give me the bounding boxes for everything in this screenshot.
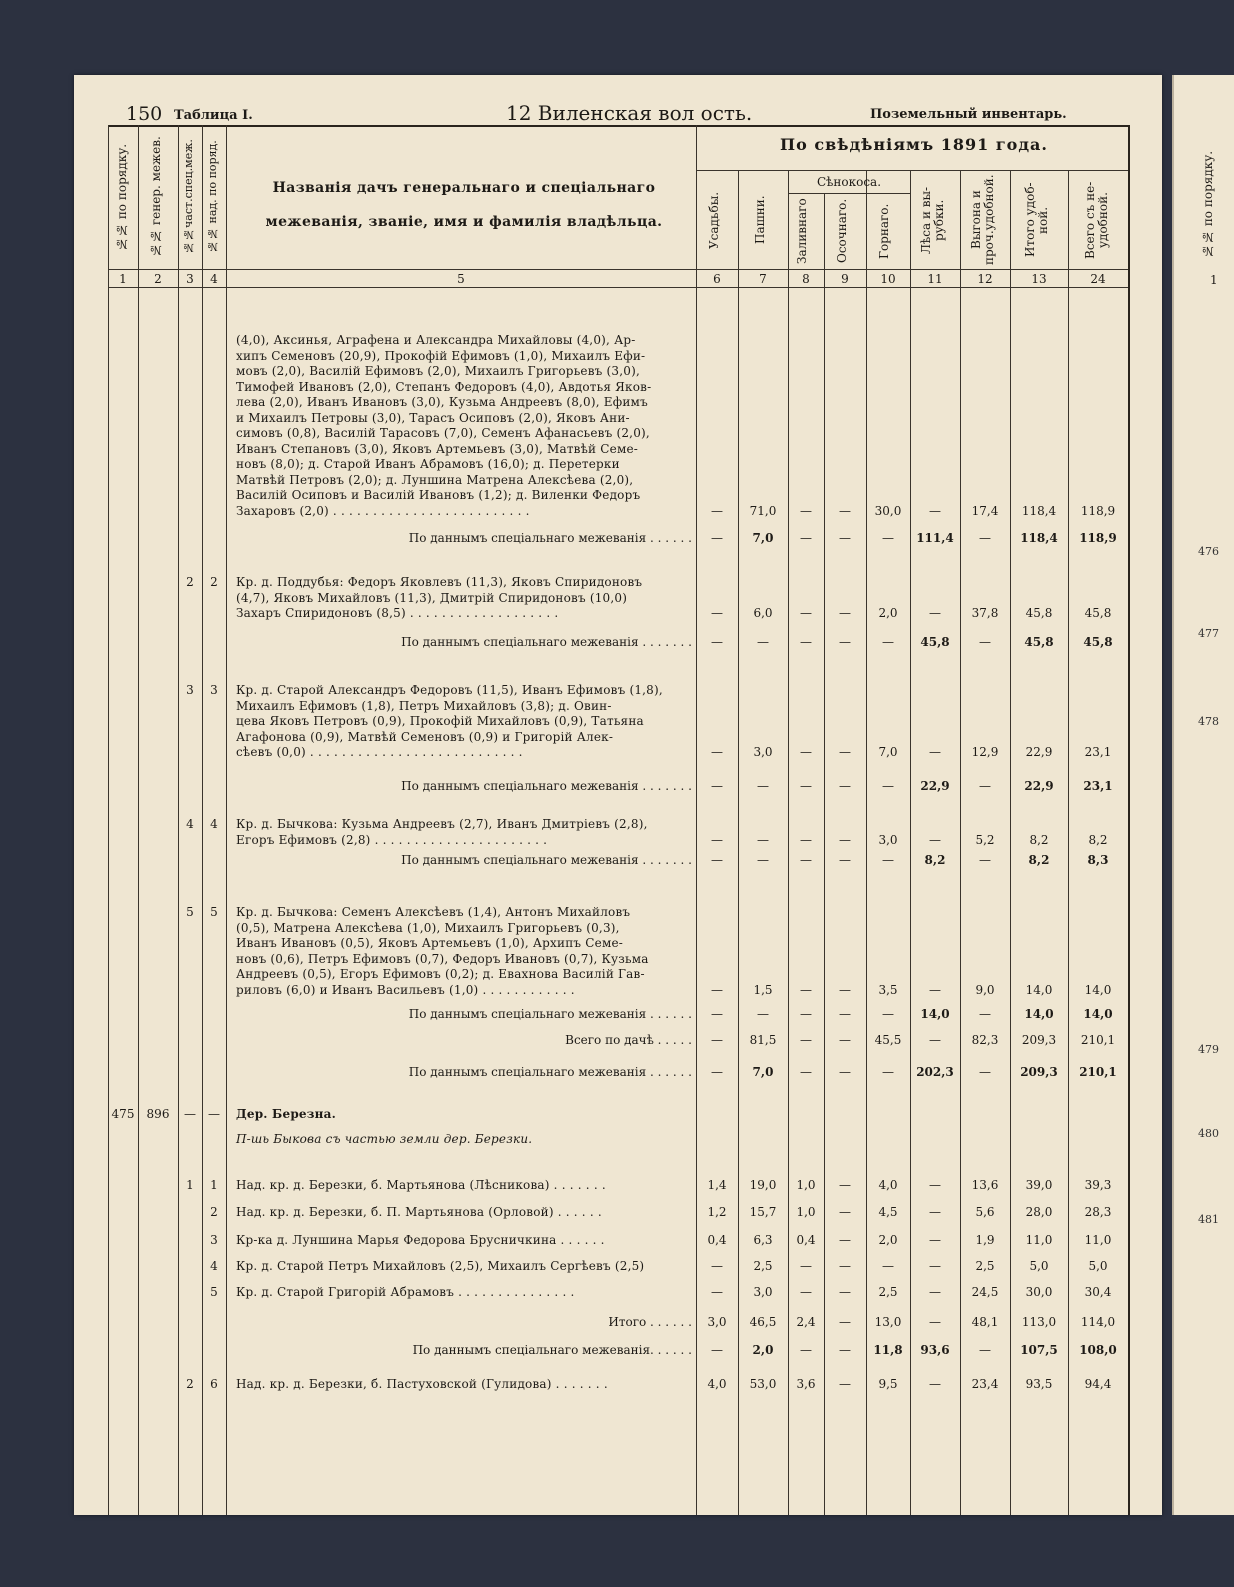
row-index-c4: 4 <box>210 817 218 831</box>
cell-value: — <box>800 1033 812 1047</box>
cell-value: 113,0 <box>1021 1315 1057 1329</box>
col-number: 10 <box>880 272 896 286</box>
row-index-c4: 5 <box>210 1285 218 1299</box>
cell-value: 28,3 <box>1084 1205 1112 1219</box>
cell-value: 30,0 <box>874 503 902 518</box>
cell-value: — <box>839 1205 851 1219</box>
cell-value: — <box>839 503 851 518</box>
cell-value: 210,1 <box>1080 1033 1116 1047</box>
cell-value: 9,0 <box>975 982 995 997</box>
cell-value: 93,6 <box>920 1343 950 1357</box>
col-number: 8 <box>802 272 810 286</box>
col-number: 4 <box>210 272 218 286</box>
cell-value: 9,5 <box>878 1377 898 1391</box>
col-number: 7 <box>759 272 767 286</box>
cell-value: 14,0 <box>920 1007 950 1021</box>
cell-value: 3,0 <box>753 1285 773 1299</box>
cell-value: 2,0 <box>752 1343 774 1357</box>
cell-value: 8,3 <box>1087 853 1109 867</box>
region-title: 12 Виленская вол ость. <box>506 101 753 125</box>
cell-value: — <box>979 1065 991 1079</box>
cell-value: 45,5 <box>874 1033 902 1047</box>
row-index-c3: 1 <box>186 1178 194 1192</box>
cell-value: 1,0 <box>796 1205 816 1219</box>
cell-value: 45,8 <box>1084 606 1112 620</box>
cell-value: 46,5 <box>749 1315 777 1329</box>
header-bottom-rule <box>108 269 1128 270</box>
cell-value: 8,2 <box>1028 853 1050 867</box>
cell-value: 13,6 <box>971 1178 999 1192</box>
row-subtotal-label: По даннымъ спеціальнаго межеванія . . . . . . <box>408 1007 692 1021</box>
cell-value: 39,3 <box>1084 1178 1112 1192</box>
cell-value: 108,0 <box>1079 1343 1117 1357</box>
col-number: 3 <box>186 272 194 286</box>
group-header-1891: По свѣдѣніямъ 1891 года. <box>780 135 1048 154</box>
facing-row-number: 479 <box>1198 1043 1219 1056</box>
cell-value: 8,2 <box>1088 832 1108 847</box>
row-index-c4: 3 <box>210 683 218 697</box>
cell-value: 2,0 <box>878 1233 898 1247</box>
cell-value: 3,0 <box>707 1315 727 1329</box>
cell-value: 45,8 <box>920 635 950 649</box>
cell-value: — <box>711 853 723 867</box>
cell-value: 2,5 <box>753 1259 773 1273</box>
cell-value: 1,4 <box>707 1178 727 1192</box>
cell-value: 30,4 <box>1084 1285 1112 1299</box>
row-description: (4,0), Аксинья, Аграфена и Александра Михайловы (4,0), Ар- хипъ Семеновъ (20,9), Прокофій Ефимовъ (1,0), Михаилъ Ефи- мовъ (2,0), Василій Ефимовъ (2,0), Михаилъ Григорьевъ (3,0), Тимофей Ивановъ (2,0), Степанъ Федоровъ (4,0), Авдотья Яков- лева (2,0), Иванъ Ивановъ (3,0), Кузьма Андреевъ (8,0), Ефимъ и Михаилъ Петровы (3,0), Тарасъ Осиповъ (2,0), Яковъ Ани- симовъ (0,8), Василій Тарасовъ (7,0), Семенъ Афанасьевъ (2,0), Иванъ Степановъ (3,0), Яковъ Артемьевъ (3,0), Матвѣй Семе- новъ (8,0); д. Старой Иванъ Абрамовъ (16,0); д. Перетерки Матвѣй Петровъ (2,0); д. Луншина Матрена Алексѣева (2,0), Василій Осиповъ и Василій Ивановъ (1,2); д. Виленки Федоръ Захаровъ (2,0) . . . . . . . . . . . . . . . . . . . . . . . . . <box>236 333 652 518</box>
cell-value: 14,0 <box>1084 982 1112 997</box>
cell-value: 4,0 <box>707 1377 727 1391</box>
cell-value: 53,0 <box>749 1377 777 1391</box>
cell-value: — <box>711 1259 723 1273</box>
cell-value: — <box>800 1065 812 1079</box>
cell-value: — <box>800 982 812 997</box>
cell-value: 24,5 <box>971 1285 999 1299</box>
row-subtotal-label: По даннымъ спеціальнаго межеванія . . . . . . . <box>401 853 692 867</box>
cell-value: — <box>757 635 769 649</box>
cell-value: 81,5 <box>749 1033 777 1047</box>
cell-value: 1,9 <box>975 1233 995 1247</box>
cell-value: 209,3 <box>1020 1065 1058 1079</box>
hay-group-header: Сѣнокоса. <box>816 175 882 189</box>
cell-value: — <box>711 503 723 518</box>
cell-value: 7,0 <box>752 531 774 545</box>
row-description: Над. кр. д. Березки, б. Пастуховской (Гулидова) . . . . . . . <box>236 1377 608 1391</box>
row-index-c4: 6 <box>210 1377 218 1391</box>
cell-value: 19,0 <box>749 1178 777 1192</box>
cell-value: 82,3 <box>971 1033 999 1047</box>
cell-value: 209,3 <box>1021 1033 1057 1047</box>
col-number: 12 <box>977 272 993 286</box>
row-index-c4: 4 <box>210 1259 218 1273</box>
cell-value: — <box>800 832 812 847</box>
cell-value: — <box>929 982 941 997</box>
cell-value: — <box>929 606 941 620</box>
cell-value: — <box>882 531 894 545</box>
cell-value: — <box>882 635 894 649</box>
row-description: Дер. Березна. <box>236 1107 336 1121</box>
cell-value: — <box>839 1285 851 1299</box>
row-index-c4: 2 <box>210 1205 218 1219</box>
cell-value: 14,0 <box>1024 1007 1054 1021</box>
row-index-c3: 3 <box>186 683 194 697</box>
cell-value: 3,0 <box>753 745 773 759</box>
cell-value: 118,9 <box>1079 531 1117 545</box>
cell-value: — <box>929 1033 941 1047</box>
cell-value: — <box>839 606 851 620</box>
col-border <box>226 125 227 1515</box>
ledger-page <box>74 75 1162 1515</box>
table-top-rule <box>108 125 1128 127</box>
cell-value: — <box>839 1377 851 1391</box>
row-description: Кр. д. Бычкова: Семенъ Алексѣевъ (1,4), Антонъ Михайловъ (0,5), Матрена Алексѣева (1,0), Михаилъ Григорьевъ (0,3), Иванъ Ивановъ (0,5), Яковъ Артемьевъ (1,0), Архипъ Семе- новъ (0,6), Петръ Ефимовъ (0,7), Федоръ Ивановъ (0,7), Кузьма Андреевъ (0,5), Егоръ Ефимовъ (0,2); д. Евахнова Василій Гав- риловъ (6,0) и Иванъ Васильевъ (1,0) . . . . . . . . . . . . <box>236 905 649 997</box>
cell-value: — <box>800 745 812 759</box>
cell-value: 14,0 <box>1083 1007 1113 1021</box>
cell-value: 12,9 <box>971 745 999 759</box>
row-index-c3: 2 <box>186 1377 194 1391</box>
cell-value: — <box>711 1033 723 1047</box>
cell-value: 1,0 <box>796 1178 816 1192</box>
cell-value: 71,0 <box>749 503 777 518</box>
cell-value: 23,1 <box>1083 779 1113 793</box>
col-border <box>1128 125 1130 1515</box>
cell-value: 2,5 <box>878 1285 898 1299</box>
cell-value: — <box>800 635 812 649</box>
cell-value: — <box>979 1007 991 1021</box>
cell-value: 30,0 <box>1025 1285 1053 1299</box>
col-number: 1 <box>119 272 127 286</box>
row-index-c4: 3 <box>210 1233 218 1247</box>
cell-value: — <box>839 853 851 867</box>
row-description: Кр. д. Поддубья: Федоръ Яковлевъ (11,3), Яковъ Спиридоновъ (4,7), Яковъ Михайловъ (11,3), Дмитрій Спиридоновъ (10,0) Захаръ Спиридоновъ (8,5) . . . . . . . . . . . . . . . . . . . <box>236 575 643 620</box>
row-description: Над. кр. д. Березки, б. Мартьянова (Лѣсникова) . . . . . . . <box>236 1178 606 1192</box>
numbers-bottom-rule <box>108 287 1128 288</box>
facing-row-number: 478 <box>1198 715 1219 728</box>
cell-value: 22,9 <box>1024 779 1054 793</box>
cell-value: 28,0 <box>1025 1205 1053 1219</box>
cell-value: — <box>929 1178 941 1192</box>
cell-value: 8,2 <box>1029 832 1049 847</box>
col-border <box>138 125 139 1515</box>
col-number: 11 <box>927 272 943 286</box>
cell-value: 93,5 <box>1025 1377 1053 1391</box>
col-header-pasture: Выгона и проч.удобной. <box>969 174 996 265</box>
cell-value: 45,8 <box>1025 606 1053 620</box>
cell-value: 5,6 <box>975 1205 995 1219</box>
cell-value: — <box>979 779 991 793</box>
row-description: Кр. д. Старой Григорій Абрамовъ . . . . . . . . . . . . . . . <box>236 1285 575 1299</box>
cell-value: 118,4 <box>1020 531 1058 545</box>
cell-value: — <box>882 853 894 867</box>
col-header-gen-survey: №№ генер. межев. <box>149 136 163 258</box>
row-index-c4: 5 <box>210 905 218 919</box>
cell-value: 5,0 <box>1029 1259 1049 1273</box>
row-subtotal-label: По даннымъ спеціальнаго межеванія . . . . . . . <box>401 779 692 793</box>
col-header-grand-total: Всего съ не-удобной. <box>1083 181 1110 259</box>
facing-page-edge <box>1172 75 1234 1515</box>
cell-value: 1,2 <box>707 1205 727 1219</box>
cell-value: — <box>711 635 723 649</box>
row-subtotal-label: По даннымъ спеціальнаго межеванія . . . . . . . <box>401 635 692 649</box>
cell-value: — <box>800 779 812 793</box>
cell-value: — <box>800 853 812 867</box>
col-number: 13 <box>1031 272 1047 286</box>
cell-value: — <box>757 832 769 847</box>
cell-value: 2,4 <box>796 1315 816 1329</box>
cell-value: — <box>800 1007 812 1021</box>
cell-value: 37,8 <box>971 606 999 620</box>
cell-value: — <box>839 1343 851 1357</box>
cell-value: 8,2 <box>924 853 946 867</box>
cell-value: 7,0 <box>752 1065 774 1079</box>
col-number: 6 <box>713 272 721 286</box>
col-header-total-useful: Итого удоб-ной. <box>1023 182 1050 258</box>
row-subtotal-label: По даннымъ спеціальнаго межеванія. . . . . . <box>412 1343 692 1357</box>
col-border <box>696 125 697 1515</box>
cell-value: 3,5 <box>878 982 898 997</box>
cell-value: 5,2 <box>975 832 995 847</box>
row-description: Кр. д. Бычкова: Кузьма Андреевъ (2,7), Иванъ Дмитріевъ (2,8), Егоръ Ефимовъ (2,8) . . . . . . . . . . . . . . . . . . . . . . <box>236 817 648 847</box>
col-header-spec-survey: №№част.спец.меж. <box>182 139 195 255</box>
cell-value: — <box>929 832 941 847</box>
cell-value: — <box>711 1007 723 1021</box>
row-description: Кр-ка д. Луншина Марья Федорова Брусничкина . . . . . . <box>236 1233 605 1247</box>
cell-value: 22,9 <box>920 779 950 793</box>
row-index-c3: — <box>184 1107 196 1121</box>
table-label: Таблица I. <box>174 108 253 123</box>
row-index-c4: — <box>208 1107 220 1121</box>
cell-value: 3,6 <box>796 1377 816 1391</box>
row-index-c3: 5 <box>186 905 194 919</box>
cell-value: — <box>800 503 812 518</box>
col-number: 9 <box>841 272 849 286</box>
cell-value: — <box>929 503 941 518</box>
col-number: 24 <box>1090 272 1106 286</box>
cell-value: — <box>882 779 894 793</box>
cell-value: 114,0 <box>1080 1315 1116 1329</box>
cell-value: 210,1 <box>1079 1065 1117 1079</box>
row-index-c4: 1 <box>210 1178 218 1192</box>
col-header-names: Названія дачъ генеральнаго и спеціальнаго межеванія, званіе, имя и фамилія владѣльца. <box>265 180 663 230</box>
cell-value: — <box>979 531 991 545</box>
cell-value: — <box>711 1285 723 1299</box>
cell-value: 45,8 <box>1083 635 1113 649</box>
col-header-order: №№ по порядку. <box>115 143 129 251</box>
cell-value: 4,5 <box>878 1205 898 1219</box>
cell-value: — <box>711 1343 723 1357</box>
facing-col-header: №№ по порядку. <box>1201 150 1215 258</box>
col-header-upland: Горнаго. <box>877 203 891 259</box>
cell-value: 2,5 <box>975 1259 995 1273</box>
cell-value: 0,4 <box>796 1233 816 1247</box>
col-border <box>108 125 109 1515</box>
col-header-plough: Пашни. <box>753 195 767 245</box>
cell-value: 111,4 <box>916 531 954 545</box>
hay-group-rule <box>788 193 910 194</box>
cell-value: 39,0 <box>1025 1178 1053 1192</box>
cell-value: — <box>839 1033 851 1047</box>
cell-value: 2,0 <box>878 606 898 620</box>
row-index-c2: 896 <box>146 1107 170 1121</box>
cell-value: — <box>839 745 851 759</box>
cell-value: — <box>929 1259 941 1273</box>
cell-value: — <box>882 1007 894 1021</box>
cell-value: — <box>882 1259 894 1273</box>
row-subtotal-label: По даннымъ спеціальнаго межеванія . . . . . . <box>408 531 692 545</box>
cell-value: — <box>839 1178 851 1192</box>
cell-value: — <box>839 1065 851 1079</box>
cell-value: — <box>757 779 769 793</box>
facing-row-number: 480 <box>1198 1127 1219 1140</box>
cell-value: 17,4 <box>971 503 999 518</box>
cell-value: 4,0 <box>878 1178 898 1192</box>
col-number: 5 <box>457 272 465 286</box>
cell-value: 118,4 <box>1021 503 1057 518</box>
cell-value: 11,0 <box>1084 1233 1112 1247</box>
row-subtotal-label: По даннымъ спеціальнаго межеванія . . . . . . <box>408 1065 692 1079</box>
cell-value: 11,8 <box>873 1343 903 1357</box>
cell-value: 15,7 <box>749 1205 777 1219</box>
cell-value: 6,3 <box>753 1233 773 1247</box>
group-rule <box>696 170 1128 171</box>
row-index-c4: 2 <box>210 575 218 589</box>
cell-value: — <box>711 606 723 620</box>
cell-value: — <box>839 1259 851 1273</box>
cell-value: — <box>979 635 991 649</box>
cell-value: — <box>711 779 723 793</box>
row-subtotal-label: Всего по дачѣ . . . . . <box>565 1033 692 1047</box>
cell-value: — <box>839 531 851 545</box>
row-subtotal-label: Итого . . . . . . <box>608 1315 692 1329</box>
cell-value: — <box>839 1233 851 1247</box>
cell-value: 202,3 <box>916 1065 954 1079</box>
cell-value: 107,5 <box>1020 1343 1058 1357</box>
cell-value: — <box>800 1259 812 1273</box>
cell-value: — <box>757 853 769 867</box>
cell-value: 7,0 <box>878 745 898 759</box>
cell-value: 5,0 <box>1088 1259 1108 1273</box>
facing-row-number: 481 <box>1198 1213 1219 1226</box>
cell-value: — <box>929 1285 941 1299</box>
row-index-c3: 4 <box>186 817 194 831</box>
cell-value: 14,0 <box>1025 982 1053 997</box>
cell-value: 3,0 <box>878 832 898 847</box>
page-number: 150 <box>126 103 163 125</box>
col-header-homestead: Усадьбы. <box>707 191 721 249</box>
cell-value: — <box>839 1007 851 1021</box>
cell-value: — <box>929 1315 941 1329</box>
cell-value: — <box>882 1065 894 1079</box>
col-number: 2 <box>154 272 162 286</box>
cell-value: — <box>711 982 723 997</box>
cell-value: 23,1 <box>1084 745 1112 759</box>
cell-value: 11,0 <box>1025 1233 1053 1247</box>
cell-value: — <box>839 779 851 793</box>
facing-row-number: 476 <box>1198 545 1219 558</box>
row-description: П-шь Быкова съ частью земли дер. Березки. <box>236 1132 533 1146</box>
col-header-allot: №№ над. по поряд. <box>206 140 219 254</box>
col-header-sedge: Осочнаго. <box>835 198 849 264</box>
row-description: Кр. д. Старой Петръ Михайловъ (2,5), Михаилъ Сергѣевъ (2,5) <box>236 1259 645 1273</box>
cell-value: 23,4 <box>971 1377 999 1391</box>
cell-value: 118,9 <box>1080 503 1116 518</box>
cell-value: — <box>839 635 851 649</box>
cell-value: — <box>800 1343 812 1357</box>
cell-value: — <box>711 745 723 759</box>
row-index-c3: 2 <box>186 575 194 589</box>
cell-value: 22,9 <box>1025 745 1053 759</box>
cell-value: — <box>839 832 851 847</box>
cell-value: 48,1 <box>971 1315 999 1329</box>
cell-value: — <box>929 1233 941 1247</box>
cell-value: — <box>711 531 723 545</box>
cell-value: — <box>979 853 991 867</box>
cell-value: 1,5 <box>753 982 773 997</box>
section-title: Поземельный инвентарь. <box>870 107 1067 122</box>
col-header-forest: Лѣса и вы-рубки. <box>919 186 946 254</box>
cell-value: — <box>929 1377 941 1391</box>
cell-value: — <box>929 745 941 759</box>
cell-value: 45,8 <box>1024 635 1054 649</box>
cell-value: 0,4 <box>707 1233 727 1247</box>
cell-value: — <box>839 1315 851 1329</box>
cell-value: — <box>800 606 812 620</box>
cell-value: 13,0 <box>874 1315 902 1329</box>
cell-value: 6,0 <box>753 606 773 620</box>
cell-value: — <box>979 1343 991 1357</box>
row-description: Над. кр. д. Березки, б. П. Мартьянова (Орловой) . . . . . . <box>236 1205 602 1219</box>
cell-value: — <box>800 1285 812 1299</box>
row-index-c1: 475 <box>111 1107 135 1121</box>
row-description: Кр. д. Старой Александръ Федоровъ (11,5), Иванъ Ефимовъ (1,8), Михаилъ Ефимовъ (1,8), Петръ Михайловъ (3,8); д. Овин- цева Яковъ Петровъ (0,9), Прокофій Михайловъ (0,9), Татьяна Агафонова (0,9), Матвѣй Семеновъ (0,9) и Григорій Алек- сѣевъ (0,0) . . . . . . . . . . . . . . . . . . . . . . . . . . . <box>236 683 663 759</box>
cell-value: — <box>711 832 723 847</box>
cell-value: — <box>711 1065 723 1079</box>
col-header-flood: Заливнаго <box>795 198 809 264</box>
facing-row-number: 477 <box>1198 627 1219 640</box>
facing-col-number: 1 <box>1210 273 1218 287</box>
cell-value: — <box>800 531 812 545</box>
cell-value: 94,4 <box>1084 1377 1112 1391</box>
cell-value: — <box>757 1007 769 1021</box>
cell-value: — <box>839 982 851 997</box>
cell-value: — <box>929 1205 941 1219</box>
